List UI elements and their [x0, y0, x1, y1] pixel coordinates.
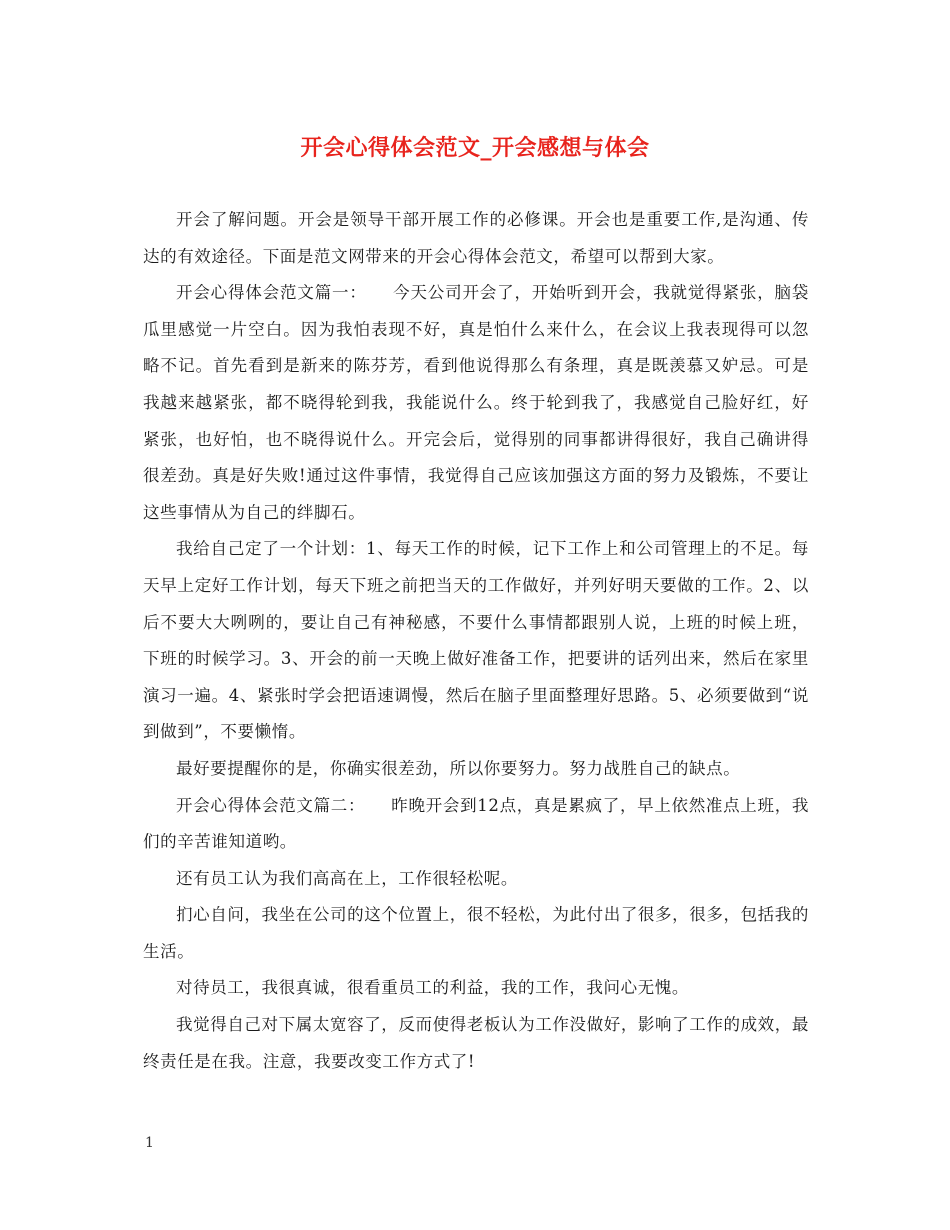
page-number: 1 [145, 1135, 154, 1151]
paragraph-employees: 还有员工认为我们高高在上，工作很轻松呢。 [176, 868, 518, 888]
paragraph-self-reflection: 扪心自问，我坐在公司的这个位置上，很不轻松，为此付出了很多，很多，包括我的生活。 [143, 905, 809, 961]
paragraph-sample-two: 开会心得体会范文篇二： 昨晚开会到12点，真是累疯了，早上依然准点上班，我们的辛苦谁知道哟。 [143, 795, 809, 852]
paragraph-conclusion: 我觉得自己对下属太宽容了，反而使得老板认为工作没做好，影响了工作的成效，最终责任是在我。注意，我要改变工作方式了! [143, 1015, 809, 1071]
paragraph-reminder: 最好要提醒你的是，你确实很差劲，所以你要努力。努力战胜自己的缺点。 [176, 758, 741, 778]
paragraph-intro: 开会了解问题。开会是领导干部开展工作的必修课。开会也是重要工作,是沟通、传达的有效途径。下面是范文网带来的开会心得体会范文，希望可以帮到大家。 [143, 210, 809, 266]
document-body [143, 202, 809, 1080]
paragraph-treat-employees: 对待员工，我很真诚，很看重员工的利益，我的工作，我问心无愧。 [176, 978, 689, 998]
paragraph-plan: 我给自己定了一个计划：1、每天工作的时候，记下工作上和公司管理上的不足。每天早上定好工作计划，每天下班之前把当天的工作做好，并列好明天要做的工作。2、以后不要大大咧咧的，要让自己有神秘感，不要什么事情都跟别人说，上班的时候上班，下班的时候学习。3、开会的前一天晚上做好准备工作，把要讲的话列出来，然后在家里演习一遍。4、紧张时学会把语速调慢，然后在脑子里面整理好思路。5、必须要做到“说到做到”，不要懒惰。 [143, 539, 809, 742]
document-title: 开会心得体会范文_开会感想与体会 [300, 135, 650, 161]
paragraph-sample-one: 开会心得体会范文篇一： 今天公司开会了，开始听到开会，我就觉得紧张，脑袋瓜里感觉一片空白。因为我怕表现不好，真是怕什么来什么，在会议上我表现得可以忽略不记。首先看到是新来的陈芬芳，看到他说得那么有条理，真是既羡慕又妒忌。可是我越来越紧张，都不晓得轮到我，我能说什么。终于轮到我了，我感觉自己脸好红，好紧张，也好怕，也不晓得说什么。开完会后，觉得别的同事都讲得很好，我自己确讲得很差劲。真是好失败!通过这件事情，我觉得自己应该加强这方面的努力及锻炼，不要让这些事情从为自己的绊脚石。 [143, 283, 809, 522]
